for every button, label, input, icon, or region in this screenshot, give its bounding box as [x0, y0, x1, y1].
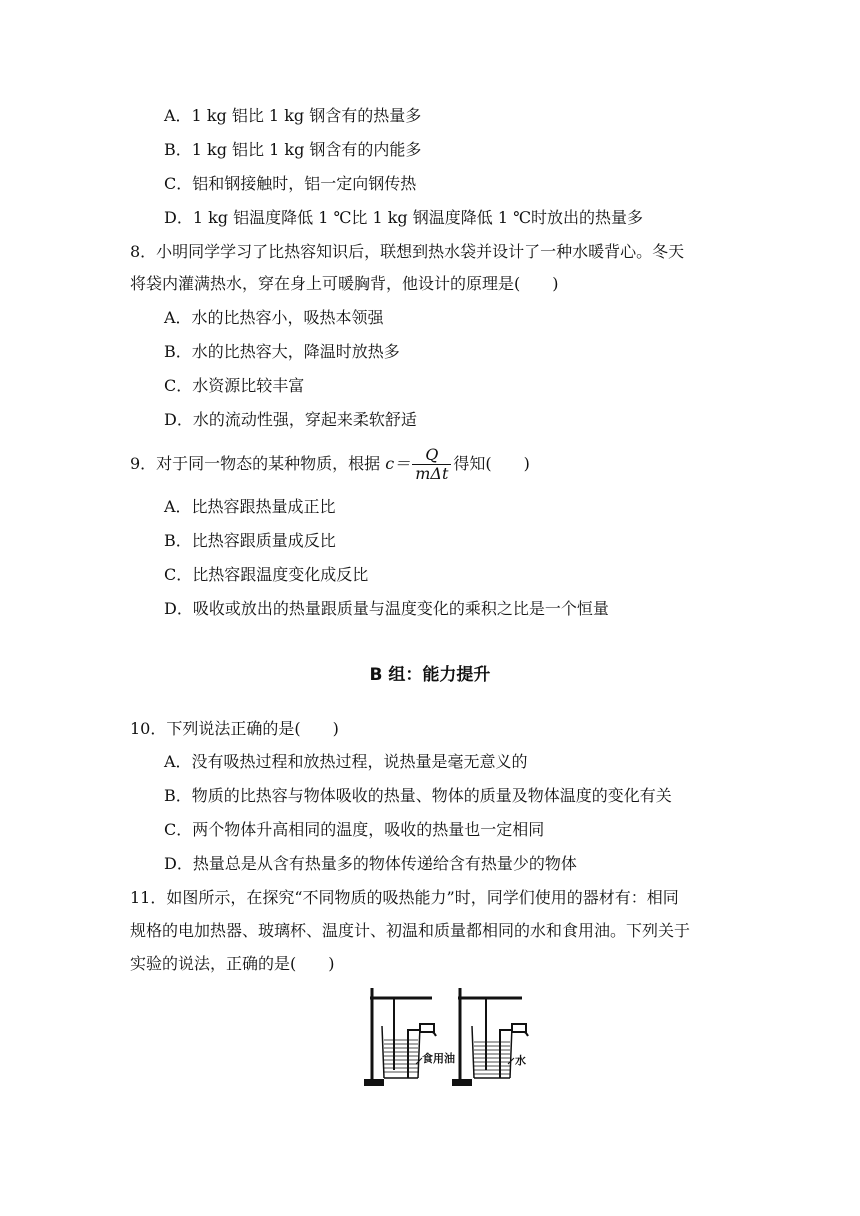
left-beaker: [382, 1026, 420, 1078]
q11-stem-line3: 实验的说法，正确的是( ): [130, 954, 335, 973]
q9-formula-lhs: c＝: [385, 454, 411, 473]
q9-formula-denominator: mΔt: [415, 464, 449, 483]
q9-stem: [130, 446, 530, 483]
right-heater-head: [512, 1024, 526, 1032]
q11-stem-line1: 11．如图所示，在探究“不同物质的吸热能力”时，同学们使用的器材有：相同: [130, 888, 679, 907]
q9-prefix: 9．对于同一物态的某种物质，根据: [130, 454, 386, 473]
q9-option-a: A．比热容跟热量成正比: [164, 497, 336, 516]
q9-suffix: 得知( ): [453, 454, 530, 473]
q10-option-b: B．物质的比热容与物体吸收的热量、物体的质量及物体温度的变化有关: [164, 786, 672, 805]
q7-option-c: C．铝和钢接触时，铝一定向钢传热: [164, 174, 417, 193]
q9-fraction: [412, 446, 451, 483]
heating-experiment-figure: [362, 984, 552, 1088]
q11-stem-line2: 规格的电加热器、玻璃杯、温度计、初温和质量都相同的水和食用油。下列关于: [130, 921, 691, 940]
left-stand-base: [365, 1080, 383, 1085]
figure-label-oil: 食用油: [422, 1052, 455, 1065]
q9-option-b: B．比热容跟质量成反比: [164, 531, 336, 550]
q10-option-d: D．热量总是从含有热量多的物体传递给含有热量少的物体: [164, 854, 577, 873]
section-title: B 组：能力提升: [369, 665, 491, 685]
q10-option-c: C．两个物体升高相同的温度，吸收的热量也一定相同: [164, 820, 545, 839]
right-beaker: [472, 1026, 512, 1078]
q9-formula-numerator: Q: [412, 446, 451, 465]
q10-stem: 10．下列说法正确的是( ): [130, 719, 339, 738]
q10-option-a: A．没有吸热过程和放热过程，说热量是毫无意义的: [164, 752, 528, 771]
q8-option-c: C．水资源比较丰富: [164, 376, 305, 395]
q9-option-c: C．比热容跟温度变化成反比: [164, 565, 369, 584]
q7-option-a: A．1 kg 铝比 1 kg 钢含有的热量多: [164, 106, 422, 125]
q9-option-d: D．吸收或放出的热量跟质量与温度变化的乘积之比是一个恒量: [164, 599, 609, 618]
left-heater-head: [420, 1024, 434, 1032]
q8-option-a: A．水的比热容小，吸热本领强: [164, 308, 384, 327]
q8-stem-line1: 8．小明同学学习了比热容知识后，联想到热水袋并设计了一种水暖背心。冬天: [130, 242, 685, 261]
right-stand-base: [453, 1080, 471, 1085]
q8-stem-line2: 将袋内灌满热水，穿在身上可暖胸背，他设计的原理是( ): [130, 274, 559, 293]
q8-option-d: D．水的流动性强，穿起来柔软舒适: [164, 410, 417, 429]
q7-option-b: B．1 kg 铝比 1 kg 钢含有的内能多: [164, 140, 422, 159]
q8-option-b: B．水的比热容大，降温时放热多: [164, 342, 400, 361]
q7-option-d: D．1 kg 铝温度降低 1 ℃比 1 kg 钢温度降低 1 ℃时放出的热量多: [164, 208, 643, 227]
figure-label-water: 水: [515, 1054, 526, 1067]
